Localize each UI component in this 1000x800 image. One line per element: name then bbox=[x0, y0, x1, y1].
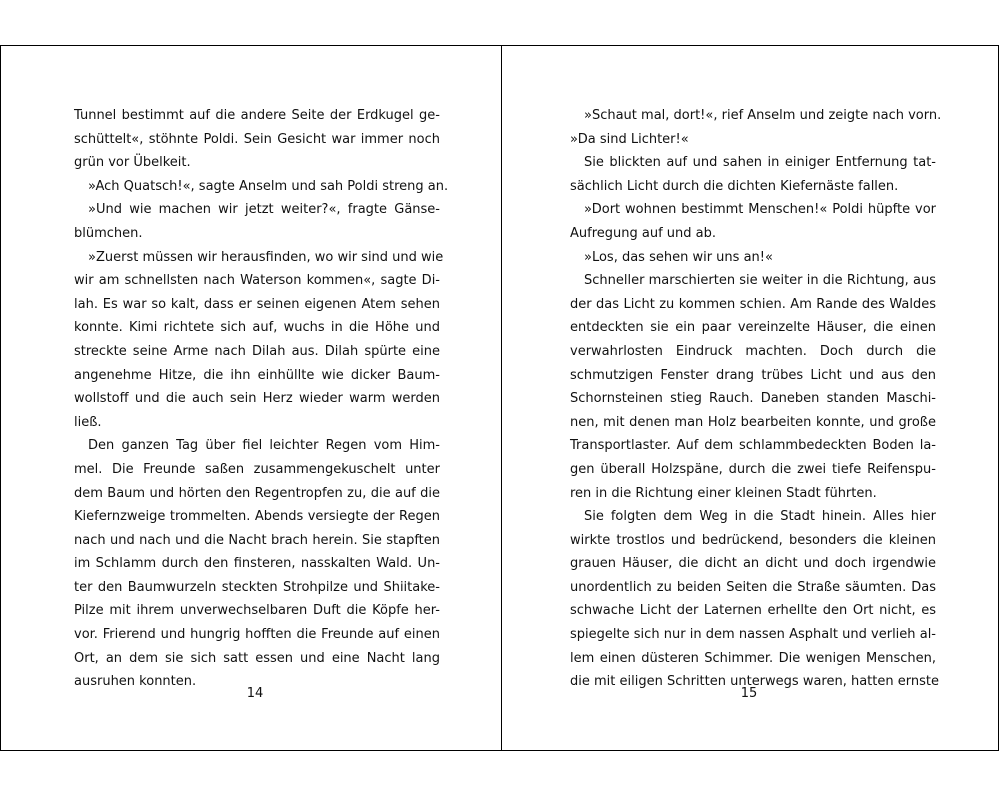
text-line: lem einen düsteren Schimmer. Die wenigen Menschen, bbox=[570, 650, 936, 666]
text-line: »Zuerst müssen wir herausfinden, wo wir sind und wie bbox=[88, 249, 444, 265]
text-line: Pilze mit ihrem unverwechselbaren Duft die Köpfe her- bbox=[74, 603, 440, 619]
text-line: wollstoff und die auch sein Herz wieder warm werden bbox=[74, 391, 440, 407]
right-page-text bbox=[570, 104, 942, 694]
text-line: Ort, an dem sie sich satt essen und eine Nacht lang bbox=[74, 650, 440, 666]
left-page-text bbox=[74, 104, 449, 694]
text-line: Sie blickten auf und sahen in einiger Entfernung tat- bbox=[584, 155, 936, 171]
text-line: spiegelte sich nur in dem nassen Asphalt und verlieh al- bbox=[570, 627, 936, 643]
text-line: grauen Häuser, die dicht an dicht und doch irgendwie bbox=[570, 556, 936, 572]
text-line: ausruhen konnten. bbox=[74, 674, 197, 690]
text-line: mel. Die Freunde saßen zusammengekuschelt unter bbox=[74, 461, 440, 477]
book-spread bbox=[0, 45, 999, 751]
text-line: die mit eiligen Schritten unterwegs waren, hatten ernste bbox=[570, 674, 939, 690]
text-line: »Und wie machen wir jetzt weiter?«, fragte Gänse- bbox=[88, 202, 440, 218]
text-line: »Los, das sehen wir uns an!« bbox=[584, 249, 773, 265]
text-line: Sie folgten dem Weg in die Stadt hinein. Alles hier bbox=[584, 509, 936, 525]
text-line: entdeckten sie ein paar vereinzelte Häuser, die einen bbox=[570, 320, 936, 336]
text-line: Aufregung auf und ab. bbox=[570, 225, 717, 241]
text-line: wir am schnellsten nach Waterson kommen«, sagte Di- bbox=[74, 273, 440, 289]
text-line: streckte seine Arme nach Dilah aus. Dilah spürte eine bbox=[74, 343, 440, 359]
text-line: nach und nach und die Nacht brach herein. Sie stapften bbox=[74, 532, 440, 548]
text-line: gen überall Holzspäne, durch die zwei tiefe Reifenspu- bbox=[570, 461, 936, 477]
text-line: wirkte trostlos und bedrückend, besonders die kleinen bbox=[570, 532, 936, 548]
text-line: Schornsteinen stieg Rauch. Daneben standen Maschi- bbox=[570, 391, 936, 407]
text-line: der das Licht zu kommen schien. Am Rande des Waldes bbox=[570, 296, 936, 312]
text-line: sächlich Licht durch die dichten Kiefernäste fallen. bbox=[570, 178, 899, 194]
text-line: blümchen. bbox=[74, 225, 143, 241]
text-line: nen, mit denen man Holz bearbeiten konnte, und große bbox=[570, 414, 936, 430]
text-line: grün vor Übelkeit. bbox=[74, 155, 191, 171]
text-line: angenehme Hitze, die ihn einhüllte wie dicker Baum- bbox=[74, 367, 440, 383]
text-line: Den ganzen Tag über fiel leichter Regen vom Him- bbox=[88, 438, 440, 454]
text-line: ter den Baumwurzeln steckten Strohpilze und Shiitake- bbox=[74, 579, 440, 595]
text-line: Transportlaster. Auf dem schlammbedeckten Boden la- bbox=[570, 438, 936, 454]
text-line: schwache Licht der Laternen erhellte den Ort nicht, es bbox=[570, 603, 936, 619]
text-line: schmutzigen Fenster drang trübes Licht und aus den bbox=[570, 367, 936, 383]
text-line: ren in die Richtung einer kleinen Stadt führten. bbox=[570, 485, 877, 501]
text-line: Kiefernzweige trommelten. Abends versiegte der Regen bbox=[74, 509, 440, 525]
page-number-right: 15 bbox=[740, 686, 758, 701]
text-line: Schneller marschierten sie weiter in die Richtung, aus bbox=[584, 273, 936, 289]
text-line: »Dort wohnen bestimmt Menschen!« Poldi hüpfte vor bbox=[584, 202, 936, 218]
page-number-left: 14 bbox=[246, 686, 264, 701]
text-line: schüttelt«, stöhnte Poldi. Sein Gesicht war immer noch bbox=[74, 131, 440, 147]
text-line: im Schlamm durch den finsteren, nasskalten Wald. Un- bbox=[74, 556, 440, 572]
page-divider bbox=[501, 46, 502, 750]
text-line: »Schaut mal, dort!«, rief Anselm und zeigte nach vorn. bbox=[584, 108, 942, 123]
text-line: lah. Es war so kalt, dass er seinen eigenen Atem sehen bbox=[74, 296, 440, 312]
text-line: unordentlich zu beiden Seiten die Straße säumten. Das bbox=[570, 579, 936, 595]
text-line: ließ. bbox=[74, 414, 102, 430]
text-line: Tunnel bestimmt auf die andere Seite der Erdkugel ge- bbox=[74, 108, 440, 123]
text-line: konnte. Kimi richtete sich auf, wuchs in die Höhe und bbox=[74, 320, 440, 336]
text-line: vor. Frierend und hungrig hofften die Freunde auf einen bbox=[74, 627, 440, 643]
text-line: dem Baum und hörten den Regentropfen zu, die auf die bbox=[74, 485, 440, 501]
text-line: verwahrlosten Eindruck machten. Doch durch die bbox=[570, 343, 936, 359]
text-line: »Da sind Lichter!« bbox=[570, 131, 689, 147]
text-line: »Ach Quatsch!«, sagte Anselm und sah Poldi streng an. bbox=[88, 178, 449, 194]
